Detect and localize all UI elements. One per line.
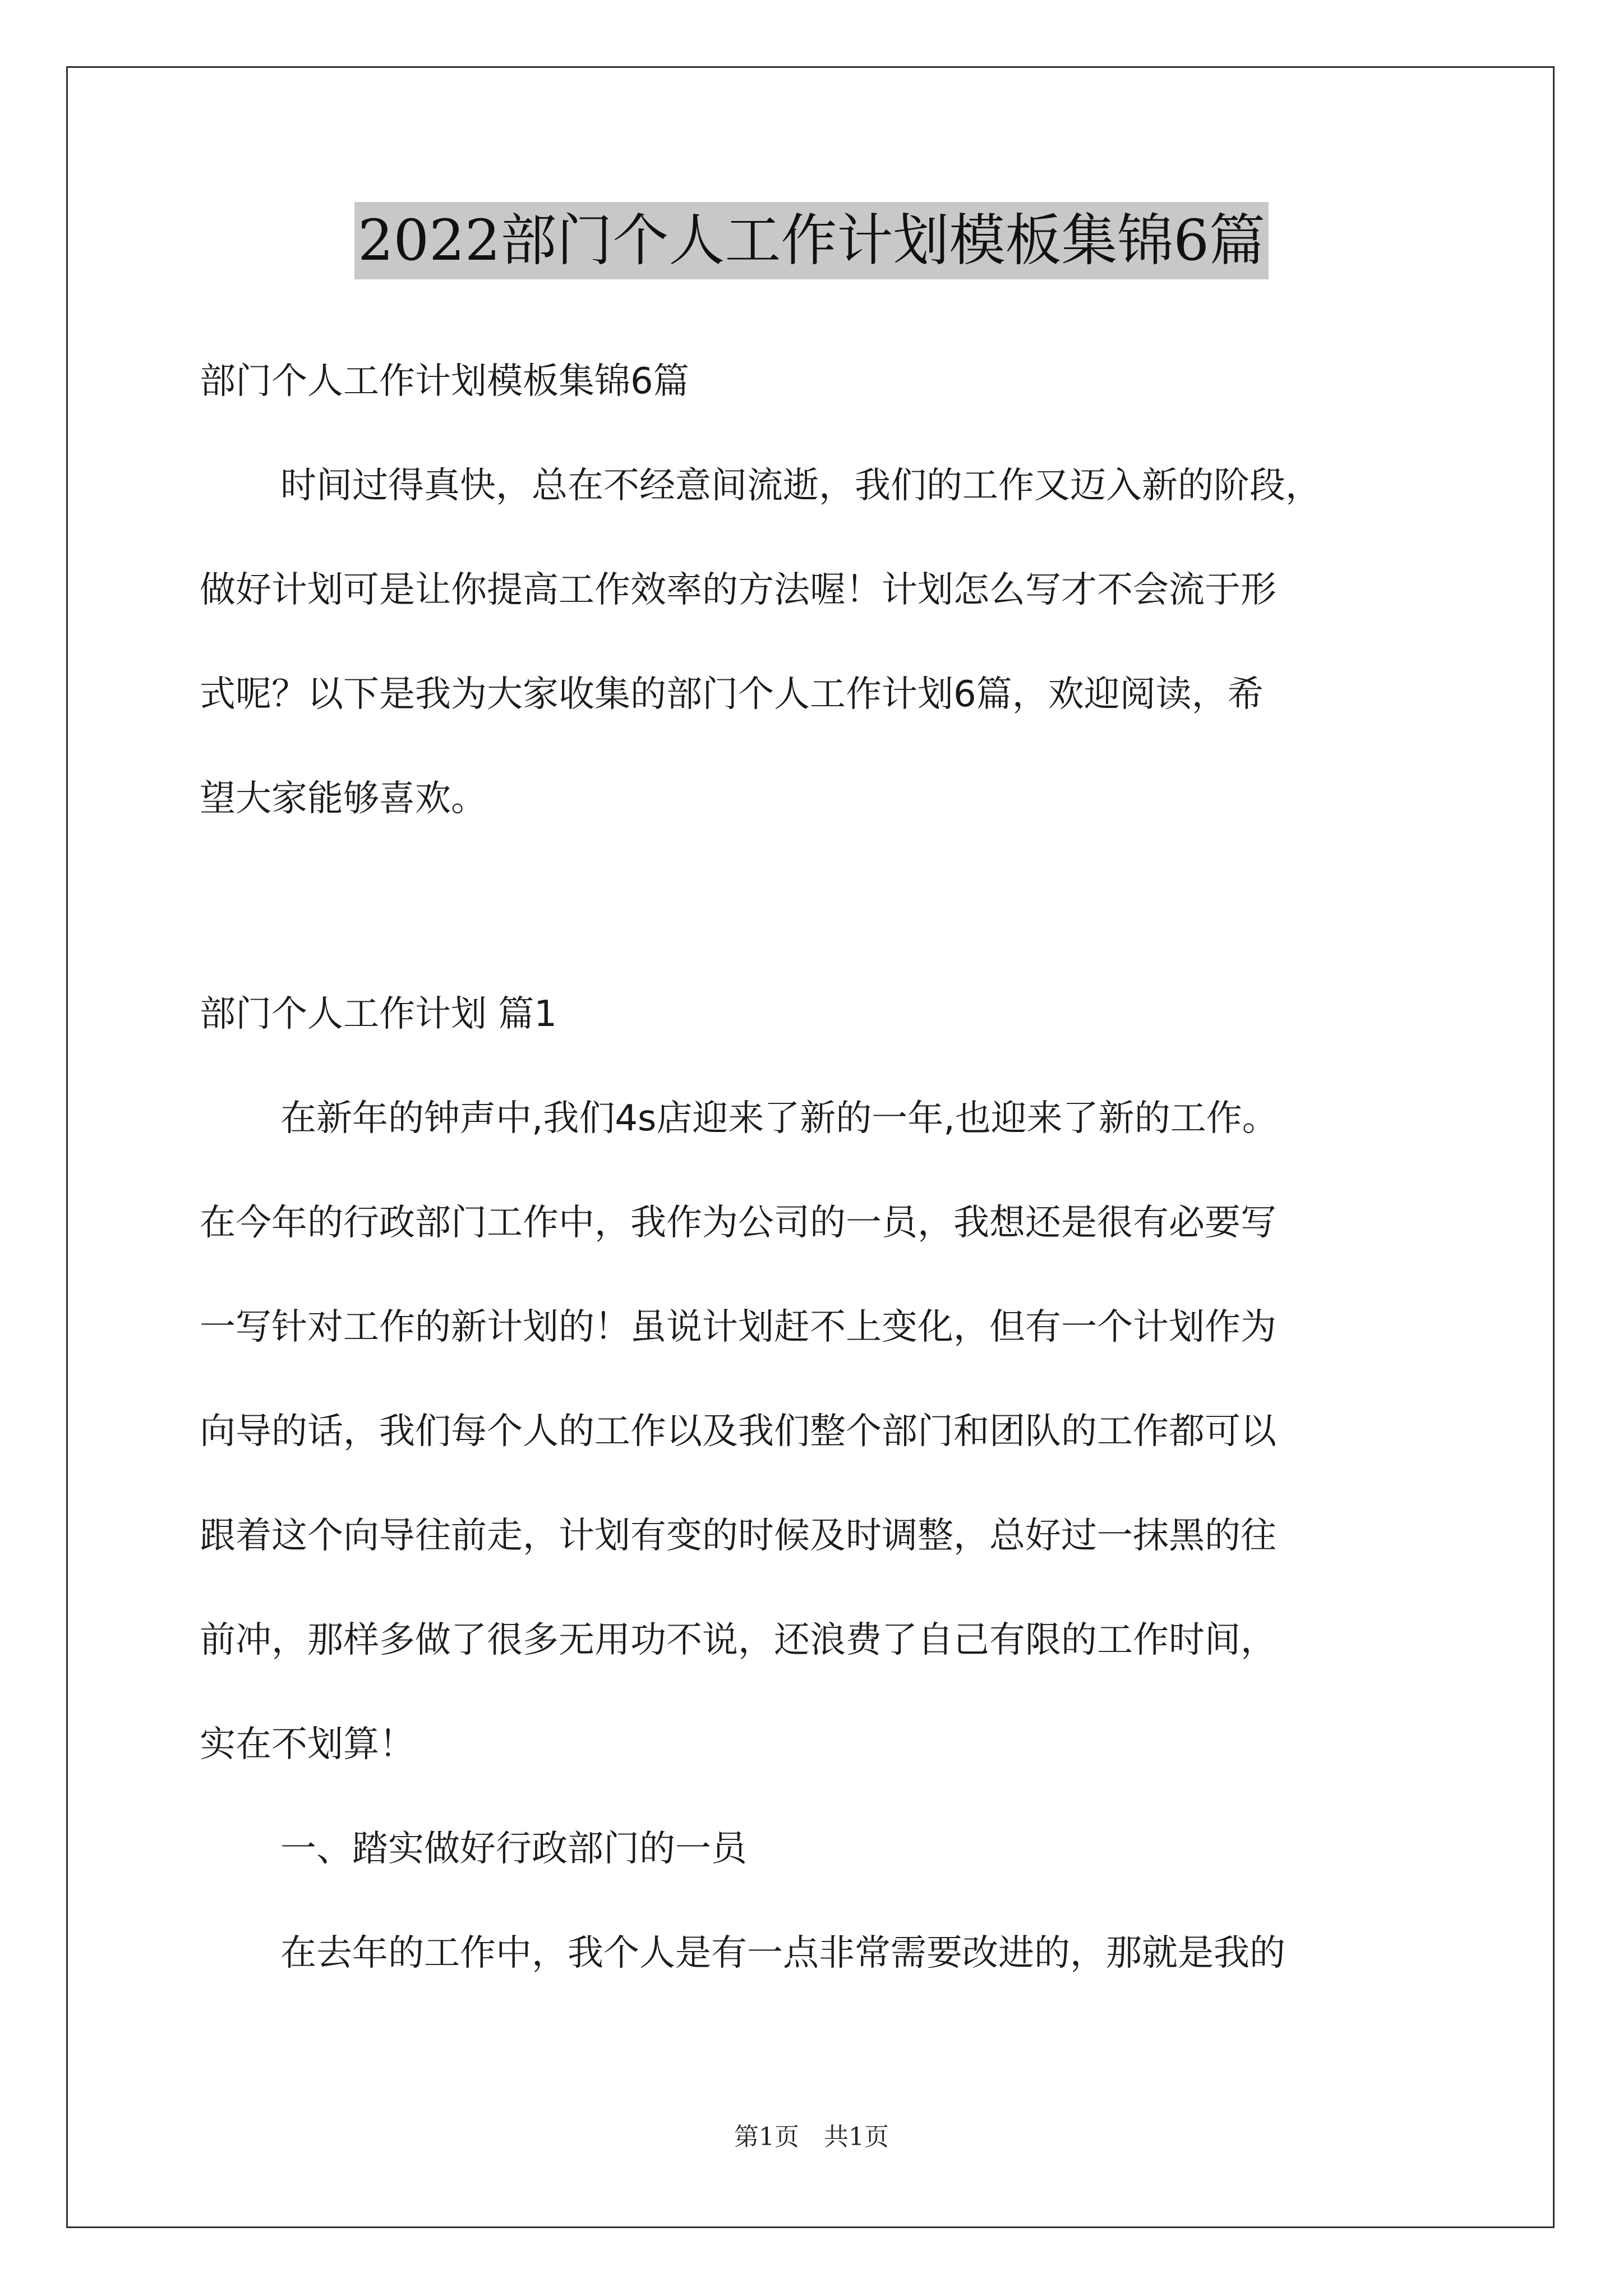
body-last-line: 在去年的工作中，我个人是有一点非常需要改进的，那就是我的: [280, 1932, 1285, 1974]
page-number-footer: 第1页 共1页: [734, 2123, 889, 2151]
body-line-1: 在新年的钟声中,我们4s店迎来了新的一年,也迎来了新的工作。: [280, 1098, 1278, 1139]
intro-line-2: 做好计划可是让你提高工作效率的方法喔！计划怎么写才不会流于形: [200, 569, 1276, 611]
point-heading: 一、踏实做好行政部门的一员: [280, 1828, 747, 1870]
subtitle: 部门个人工作计划模板集锦6篇: [200, 361, 689, 402]
body-line-2: 在今年的行政部门工作中，我作为公司的一员，我想还是很有必要写: [200, 1202, 1276, 1244]
body-line-7: 实在不划算！: [200, 1724, 415, 1765]
body-line-5: 跟着这个向导往前走，计划有变的时候及时调整，总好过一抹黑的往: [200, 1515, 1276, 1557]
intro-line-1: 时间过得真快，总在不经意间流逝，我们的工作又迈入新的阶段，: [280, 465, 1321, 507]
body-line-4: 向导的话，我们每个人的工作以及我们整个部门和团队的工作都可以: [200, 1411, 1276, 1452]
intro-line-4: 望大家能够喜欢。: [200, 778, 487, 820]
body-line-3: 一写针对工作的新计划的！虽说计划赶不上变化，但有一个计划作为: [200, 1306, 1276, 1348]
body-line-6: 前冲，那样多做了很多无用功不说，还浪费了自己有限的工作时间，: [200, 1619, 1276, 1661]
intro-line-3: 式呢？以下是我为大家收集的部门个人工作计划6篇，欢迎阅读，希: [200, 674, 1264, 715]
section-heading: 部门个人工作计划 篇1: [200, 993, 557, 1035]
document-title: 2022部门个人工作计划模板集锦6篇: [354, 202, 1269, 279]
